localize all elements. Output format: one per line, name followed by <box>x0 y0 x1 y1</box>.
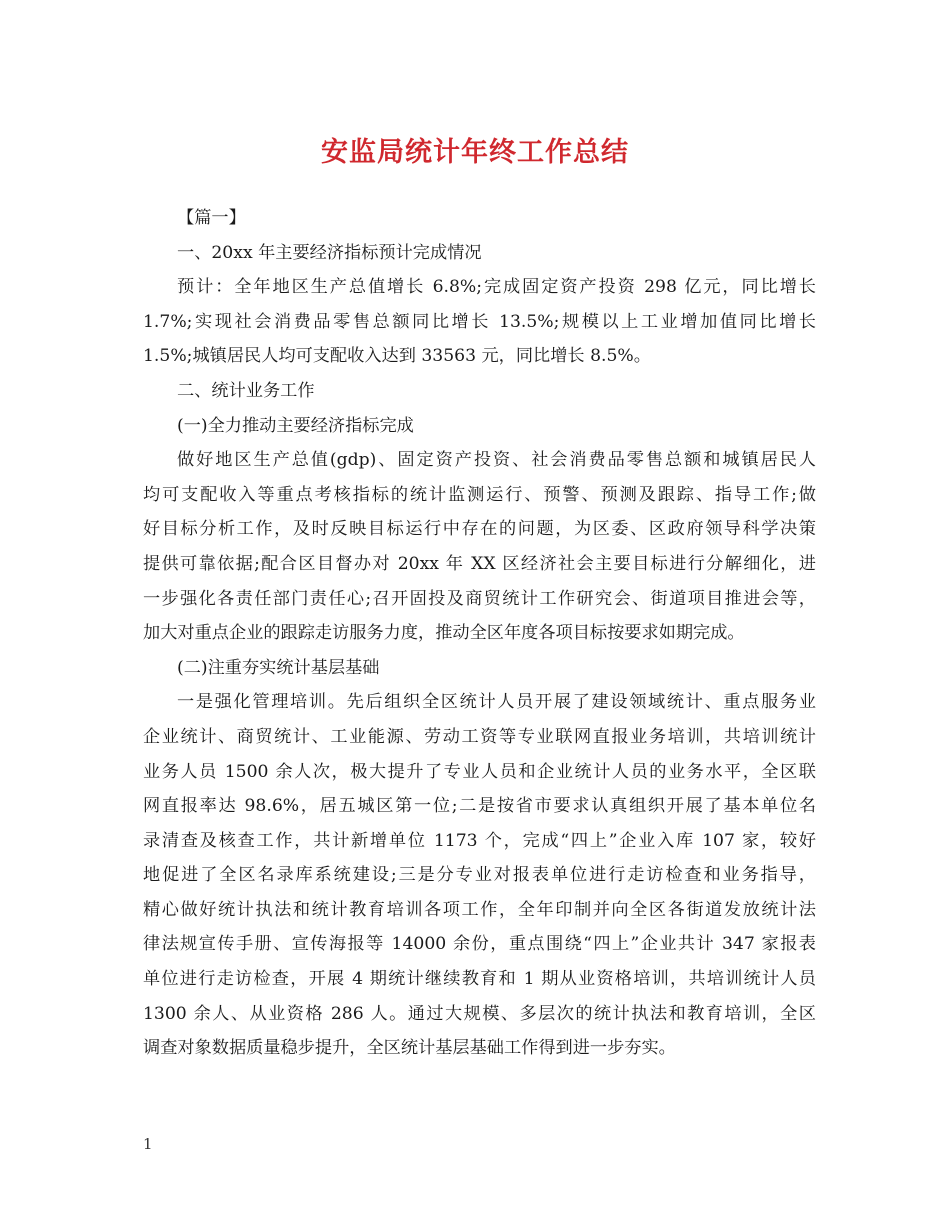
paragraph-line: 网直报率达 98.6%，居五城区第一位;二是按省市要求认真组织开展了基本单位名 <box>143 796 816 817</box>
paragraph-line: 1.5%;城镇居民人均可支配收入达到 33563 元，同比增长 8.5%。 <box>143 346 651 367</box>
paragraph-line: 精心做好统计执法和统计教育培训各项工作，全年印制并向全区各街道发放统计法 <box>143 899 816 920</box>
paragraph-line: 录清查及核查工作，共计新增单位 1173 个，完成“四上”企业入库 107 家，较好 <box>143 830 816 851</box>
subheading-grassroots-foundation: (二)注重夯实统计基层基础 <box>177 657 380 678</box>
paragraph-line: 一步强化各责任部门责任心;召开固投及商贸统计工作研究会、街道项目推进会等， <box>143 588 816 609</box>
document-body <box>143 201 816 1066</box>
paragraph-line: 业务人员 1500 余人次，极大提升了专业人员和企业统计人员的业务水平，全区联 <box>143 761 816 782</box>
subheading-indicator-completion: (一)全力推动主要经济指标完成 <box>177 415 414 436</box>
paragraph-line: 一是强化管理培训。先后组织全区统计人员开展了建设领域统计、重点服务业 <box>177 692 816 713</box>
heading-economic-indicators: 一、20xx 年主要经济指标预计完成情况 <box>177 242 482 263</box>
paragraph-line: 预计：全年地区生产总值增长 6.8%;完成固定资产投资 298 亿元，同比增长 <box>177 277 816 298</box>
paragraph-line: 调查对象数据质量稳步提升，全区统计基层基础工作得到进一步夯实。 <box>143 1038 676 1059</box>
paragraph-line: 单位进行走访检查，开展 4 期统计继续教育和 1 期从业资格培训，共培训统计人员 <box>143 969 816 990</box>
paragraph-line: 企业统计、商贸统计、工业能源、劳动工资等专业联网直报业务培训，共培训统计 <box>143 726 816 747</box>
paragraph-line: 做好地区生产总值(gdp)、固定资产投资、社会消费品零售总额和城镇居民人 <box>177 450 816 471</box>
paragraph-line: 均可支配收入等重点考核指标的统计监测运行、预警、预测及跟踪、指导工作;做 <box>143 484 816 505</box>
document-title: 安监局统计年终工作总结 <box>321 137 629 168</box>
paragraph-line: 地促进了全区名录库系统建设;三是分专业对报表单位进行走访检查和业务指导， <box>143 865 816 886</box>
paragraph-line: 1300 余人、从业资格 286 人。通过大规模、多层次的统计执法和教育培训，全区 <box>143 1003 816 1024</box>
paragraph-line: 提供可靠依据;配合区目督办对 20xx 年 XX 区经济社会主要目标进行分解细化，进 <box>143 553 816 574</box>
paragraph-line: 1.7%;实现社会消费品零售总额同比增长 13.5%;规模以上工业增加值同比增长 <box>143 311 816 332</box>
paragraph-line: 好目标分析工作，及时反映目标运行中存在的问题，为区委、区政府领导科学决策 <box>143 519 816 540</box>
heading-statistics-work: 二、统计业务工作 <box>177 380 315 401</box>
page-number: 1 <box>143 1135 153 1153</box>
section-label-part-one: 【篇一】 <box>177 208 246 228</box>
paragraph-line: 加大对重点企业的跟踪走访服务力度，推动全区年度各项目标按要求如期完成。 <box>143 623 745 644</box>
paragraph-line: 律法规宣传手册、宣传海报等 14000 余份，重点围绕“四上”企业共计 347 家报表 <box>143 934 816 955</box>
